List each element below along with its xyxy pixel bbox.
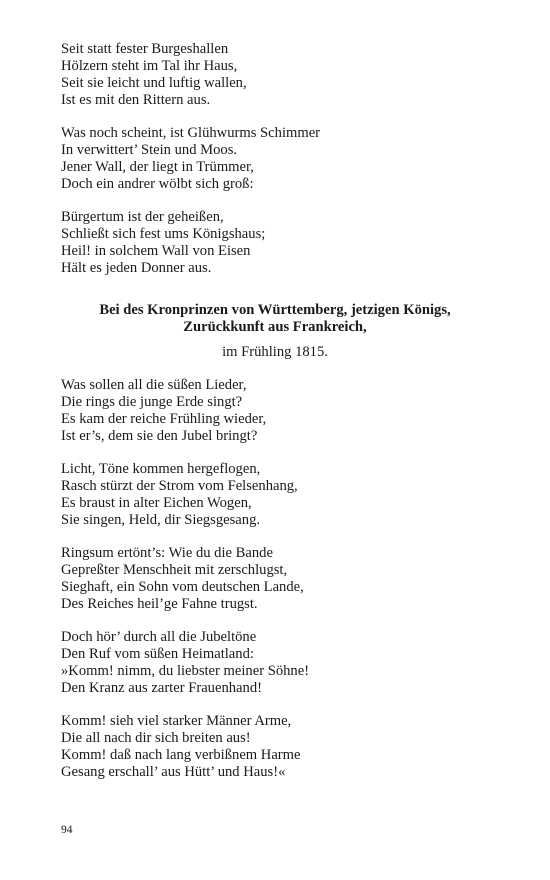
verse-line: Komm! sieh viel starker Männer Arme, — [61, 713, 292, 729]
poem2-stanza-3 — [61, 545, 501, 613]
verse-line: Ist er’s, dem sie den Jubel bringt? — [61, 428, 258, 444]
verse-line: Rasch stürzt der Strom vom Felsenhang, — [61, 478, 298, 494]
verse-line: Ist es mit den Rittern aus. — [61, 92, 211, 108]
verse-line: Sieghaft, ein Sohn vom deutschen Lande, — [61, 579, 304, 595]
verse-line: Licht, Töne kommen hergeflogen, — [61, 461, 261, 477]
verse-line: Gepreßter Menschheit mit zerschlugst, — [61, 562, 288, 578]
verse-line: Schließt sich fest ums Königshaus; — [61, 226, 266, 242]
verse-line: Hält es jeden Donner aus. — [61, 260, 212, 276]
verse-line: Heil! in solchem Wall von Eisen — [61, 243, 251, 259]
poem2-stanza-2 — [61, 461, 501, 529]
poem2-title-line-2: Zurückkunft aus Frankreich, — [183, 319, 367, 335]
verse-line: Es braust in alter Eichen Wogen, — [61, 495, 252, 511]
verse-line: Hölzern steht im Tal ihr Haus, — [61, 58, 238, 74]
poem2-subtitle: im Frühling 1815. — [222, 344, 328, 360]
verse-line: Die all nach dir sich breiten aus! — [61, 730, 251, 746]
verse-line: Es kam der reiche Frühling wieder, — [61, 411, 267, 427]
poem1-stanza-3 — [61, 209, 501, 277]
verse-line: Sie singen, Held, dir Siegsgesang. — [61, 512, 261, 528]
poem1-stanza-2 — [61, 125, 501, 193]
poem2-stanza-5 — [61, 713, 501, 781]
verse-line: Die rings die junge Erde singt? — [61, 394, 243, 410]
poem1-stanza-1 — [61, 41, 501, 109]
verse-line: Des Reiches heil’ge Fahne trugst. — [61, 596, 258, 612]
verse-line: Doch ein andrer wölbt sich groß: — [61, 176, 254, 192]
verse-line: Doch hör’ durch all die Jubeltöne — [61, 629, 257, 645]
verse-line: »Komm! nimm, du liebster meiner Söhne! — [61, 663, 310, 679]
verse-line: Was noch scheint, ist Glühwurms Schimmer — [61, 125, 321, 141]
verse-line: Den Kranz aus zarter Frauenhand! — [61, 680, 262, 696]
poem2-stanza-4 — [61, 629, 501, 697]
verse-line: Seit statt fester Burgeshallen — [61, 41, 229, 57]
verse-line: Was sollen all die süßen Lieder, — [61, 377, 247, 393]
verse-line: Den Ruf vom süßen Heimatland: — [61, 646, 254, 662]
poem2-stanza-1 — [61, 377, 501, 445]
verse-line: Seit sie leicht und luftig wallen, — [61, 75, 247, 91]
verse-line: Jener Wall, der liegt in Trümmer, — [61, 159, 254, 175]
verse-line: In verwittert’ Stein und Moos. — [61, 142, 238, 158]
page-number: 94 — [61, 824, 73, 836]
verse-line: Komm! daß nach lang verbißnem Harme — [61, 747, 301, 763]
verse-line: Ringsum ertönt’s: Wie du die Bande — [61, 545, 273, 561]
verse-line: Bürgertum ist der geheißen, — [61, 209, 224, 225]
poem2-title-line-1: Bei des Kronprinzen von Württemberg, jetzigen Königs, — [99, 302, 451, 318]
poem2-title — [40, 302, 510, 336]
verse-line: Gesang erschall’ aus Hütt’ und Haus!« — [61, 764, 286, 780]
